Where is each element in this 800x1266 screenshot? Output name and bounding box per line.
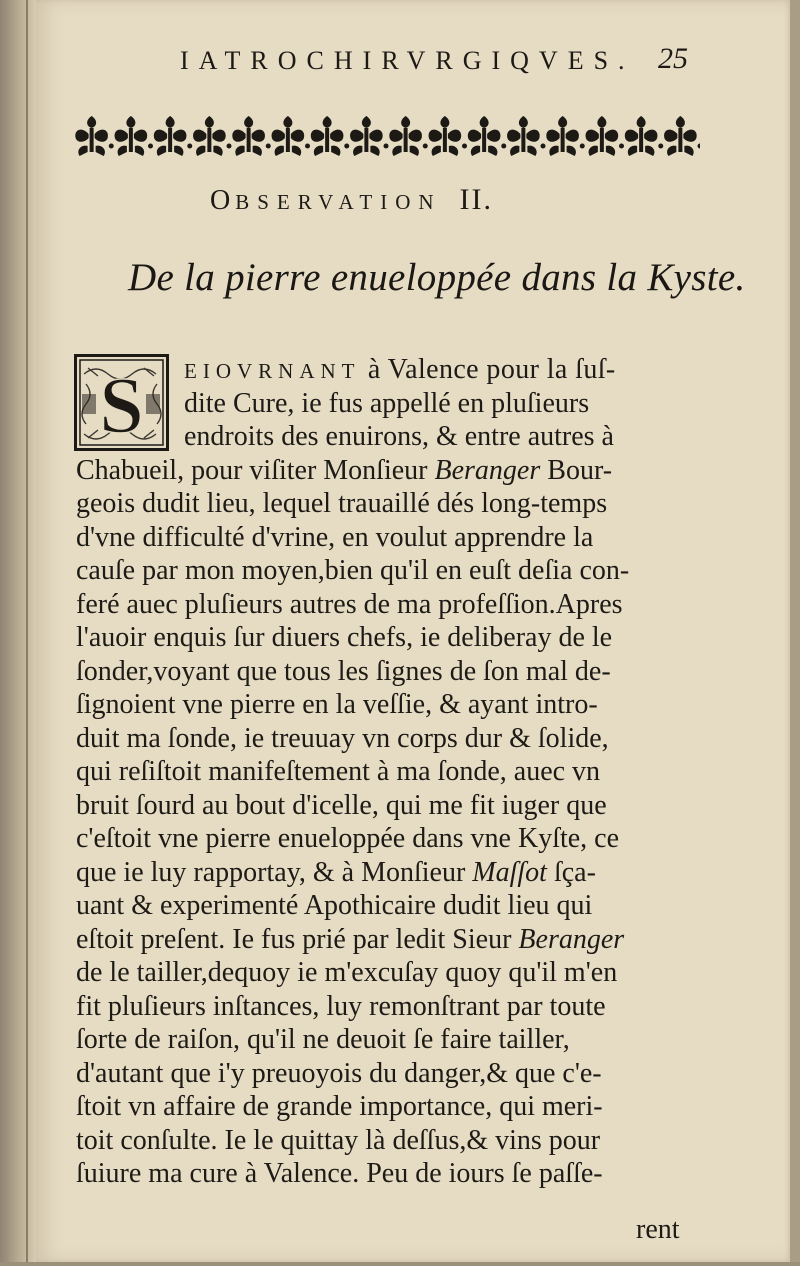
fleuron-ornament [429, 116, 467, 156]
fleuron-ornament [232, 116, 270, 156]
text-line-segment: que ie luy rapportay, & à Monſieur [76, 856, 473, 888]
fleuron-ornament [75, 116, 113, 156]
text-line-segment: eſtoit preſent. Ie fus prié par ledit Sieur [76, 923, 519, 955]
text-line-segment: c'eſtoit vne pierre enueloppée dans vne Kyſte, ce [76, 823, 620, 854]
text-line [76, 589, 623, 621]
text-line-segment: EIOVRNANT [184, 359, 361, 383]
text-line-segment: à Valence pour la ſuſ- [360, 354, 616, 385]
text-line [76, 1024, 570, 1056]
text-line-segment: toit conſulte. Ie le quittay là deſſus,& vins pour [76, 1124, 601, 1156]
text-line-segment: cauſe par mon moyen,bien qu'il en euſt deſia con- [76, 555, 630, 586]
text-line-segment: duit ma ſonde, ie treuuay vn corps dur & ſolide, [76, 722, 609, 754]
fleuron-ornament [115, 116, 153, 156]
fleuron-ornament [389, 116, 427, 156]
text-line-segment: l'auoir enquis ſur diuers chefs, ie deliberay de le [76, 622, 613, 653]
fleuron-ornament [507, 116, 545, 156]
fleuron-ornament-band [72, 112, 700, 160]
text-line [76, 857, 596, 889]
fleuron-ornament [193, 116, 231, 156]
text-line-segment: Maſſot [472, 856, 547, 888]
section-heading [210, 183, 493, 217]
decorated-drop-cap [74, 354, 169, 451]
text-line-segment: dite Cure, ie fus appellé en pluſieurs [184, 387, 590, 419]
text-line [76, 723, 609, 755]
text-line [184, 388, 589, 420]
text-line-segment: Bour- [540, 454, 613, 486]
text-line [76, 1158, 603, 1190]
text-line [76, 488, 607, 520]
text-line [76, 689, 598, 721]
text-line-segment: d'autant que i'y preuoyois du danger,& que c'e- [76, 1057, 602, 1089]
text-line-segment: feré auec pluſieurs autres de ma profeſſion.Apres [76, 588, 623, 620]
text-line-segment: ſça- [546, 856, 596, 888]
text-line-segment: Chabueil, pour viſiter Monſieur [76, 454, 435, 486]
fleuron-ornament [350, 116, 388, 156]
running-title: IATROCHIRVRGIQVES. [180, 46, 635, 75]
text-line-segment: fit pluſieurs inſtances, luy remonſtrant par toute [76, 990, 606, 1022]
text-line [76, 622, 612, 654]
fleuron-ornament [468, 116, 506, 156]
fleuron-ornament [664, 116, 700, 156]
text-line-segment: geois dudit lieu, lequel trauaillé dés long-temps [76, 488, 608, 519]
text-line [76, 890, 592, 922]
spine-gutter-line [26, 0, 28, 1266]
text-line-segment: de le tailler,dequoy ie m'excuſay quoy qu'il m'en [76, 957, 618, 988]
text-line-segment: Beranger [518, 923, 625, 955]
text-line [76, 823, 619, 855]
text-line [76, 1125, 600, 1157]
text-line-segment: ſonder,voyant que tous les ſignes de ſon mal de- [76, 655, 611, 687]
fleuron-ornament [586, 116, 624, 156]
text-line-segment: uant & experimenté Apothicaire dudit lieu qui [76, 890, 593, 921]
text-line [76, 790, 607, 822]
text-line [76, 957, 617, 989]
text-line-segment: ſorte de raiſon, qu'il ne deuoit ſe faire tailler, [76, 1024, 570, 1055]
fleuron-ornament [311, 116, 349, 156]
section-heading-label: OBSERVATION [210, 185, 442, 216]
text-line [184, 354, 616, 386]
text-line-segment: ſuiure ma cure à Valence. Peu de iours ſe paſſe- [76, 1158, 603, 1189]
text-line-segment: ſignoient vne pierre en la veſſie, & ayant intro- [76, 689, 598, 720]
text-line-segment: d'vne difficulté d'vrine, en voulut apprendre la [76, 521, 594, 553]
text-line-segment: bruit ſourd au bout d'icelle, qui me fit iuger que [76, 789, 607, 821]
text-line [184, 421, 614, 453]
text-line [76, 1058, 602, 1090]
text-line-segment: Beranger [434, 454, 541, 486]
text-line-segment: ſtoit vn affaire de grande importance, qui meri- [76, 1091, 603, 1122]
fleuron-ornament [272, 116, 310, 156]
fleuron-ornament [154, 116, 192, 156]
text-line [76, 756, 600, 788]
page-bottom-edge [0, 1262, 800, 1266]
text-line [76, 555, 629, 587]
drop-cap-letter: S [99, 362, 144, 450]
text-line [76, 455, 612, 487]
text-line [76, 1091, 603, 1123]
text-line-segment: qui reſiſtoit manifeſtement à ma ſonde, auec vn [76, 756, 601, 787]
page-right-edge [790, 0, 800, 1266]
book-spine [0, 0, 36, 1266]
text-line [76, 991, 606, 1023]
fleuron-ornament [546, 116, 584, 156]
section-heading-number: II. [459, 183, 494, 216]
text-line-segment: endroits des enuirons, & entre autres à [184, 421, 614, 452]
page-number: 25 [658, 42, 688, 75]
text-line [76, 656, 611, 688]
chapter-subtitle: De la pierre enueloppée dans la Kyste. [128, 256, 746, 299]
text-line [76, 924, 624, 956]
catchword: rent [636, 1214, 680, 1245]
fleuron-ornament [625, 116, 663, 156]
text-line [76, 522, 593, 554]
